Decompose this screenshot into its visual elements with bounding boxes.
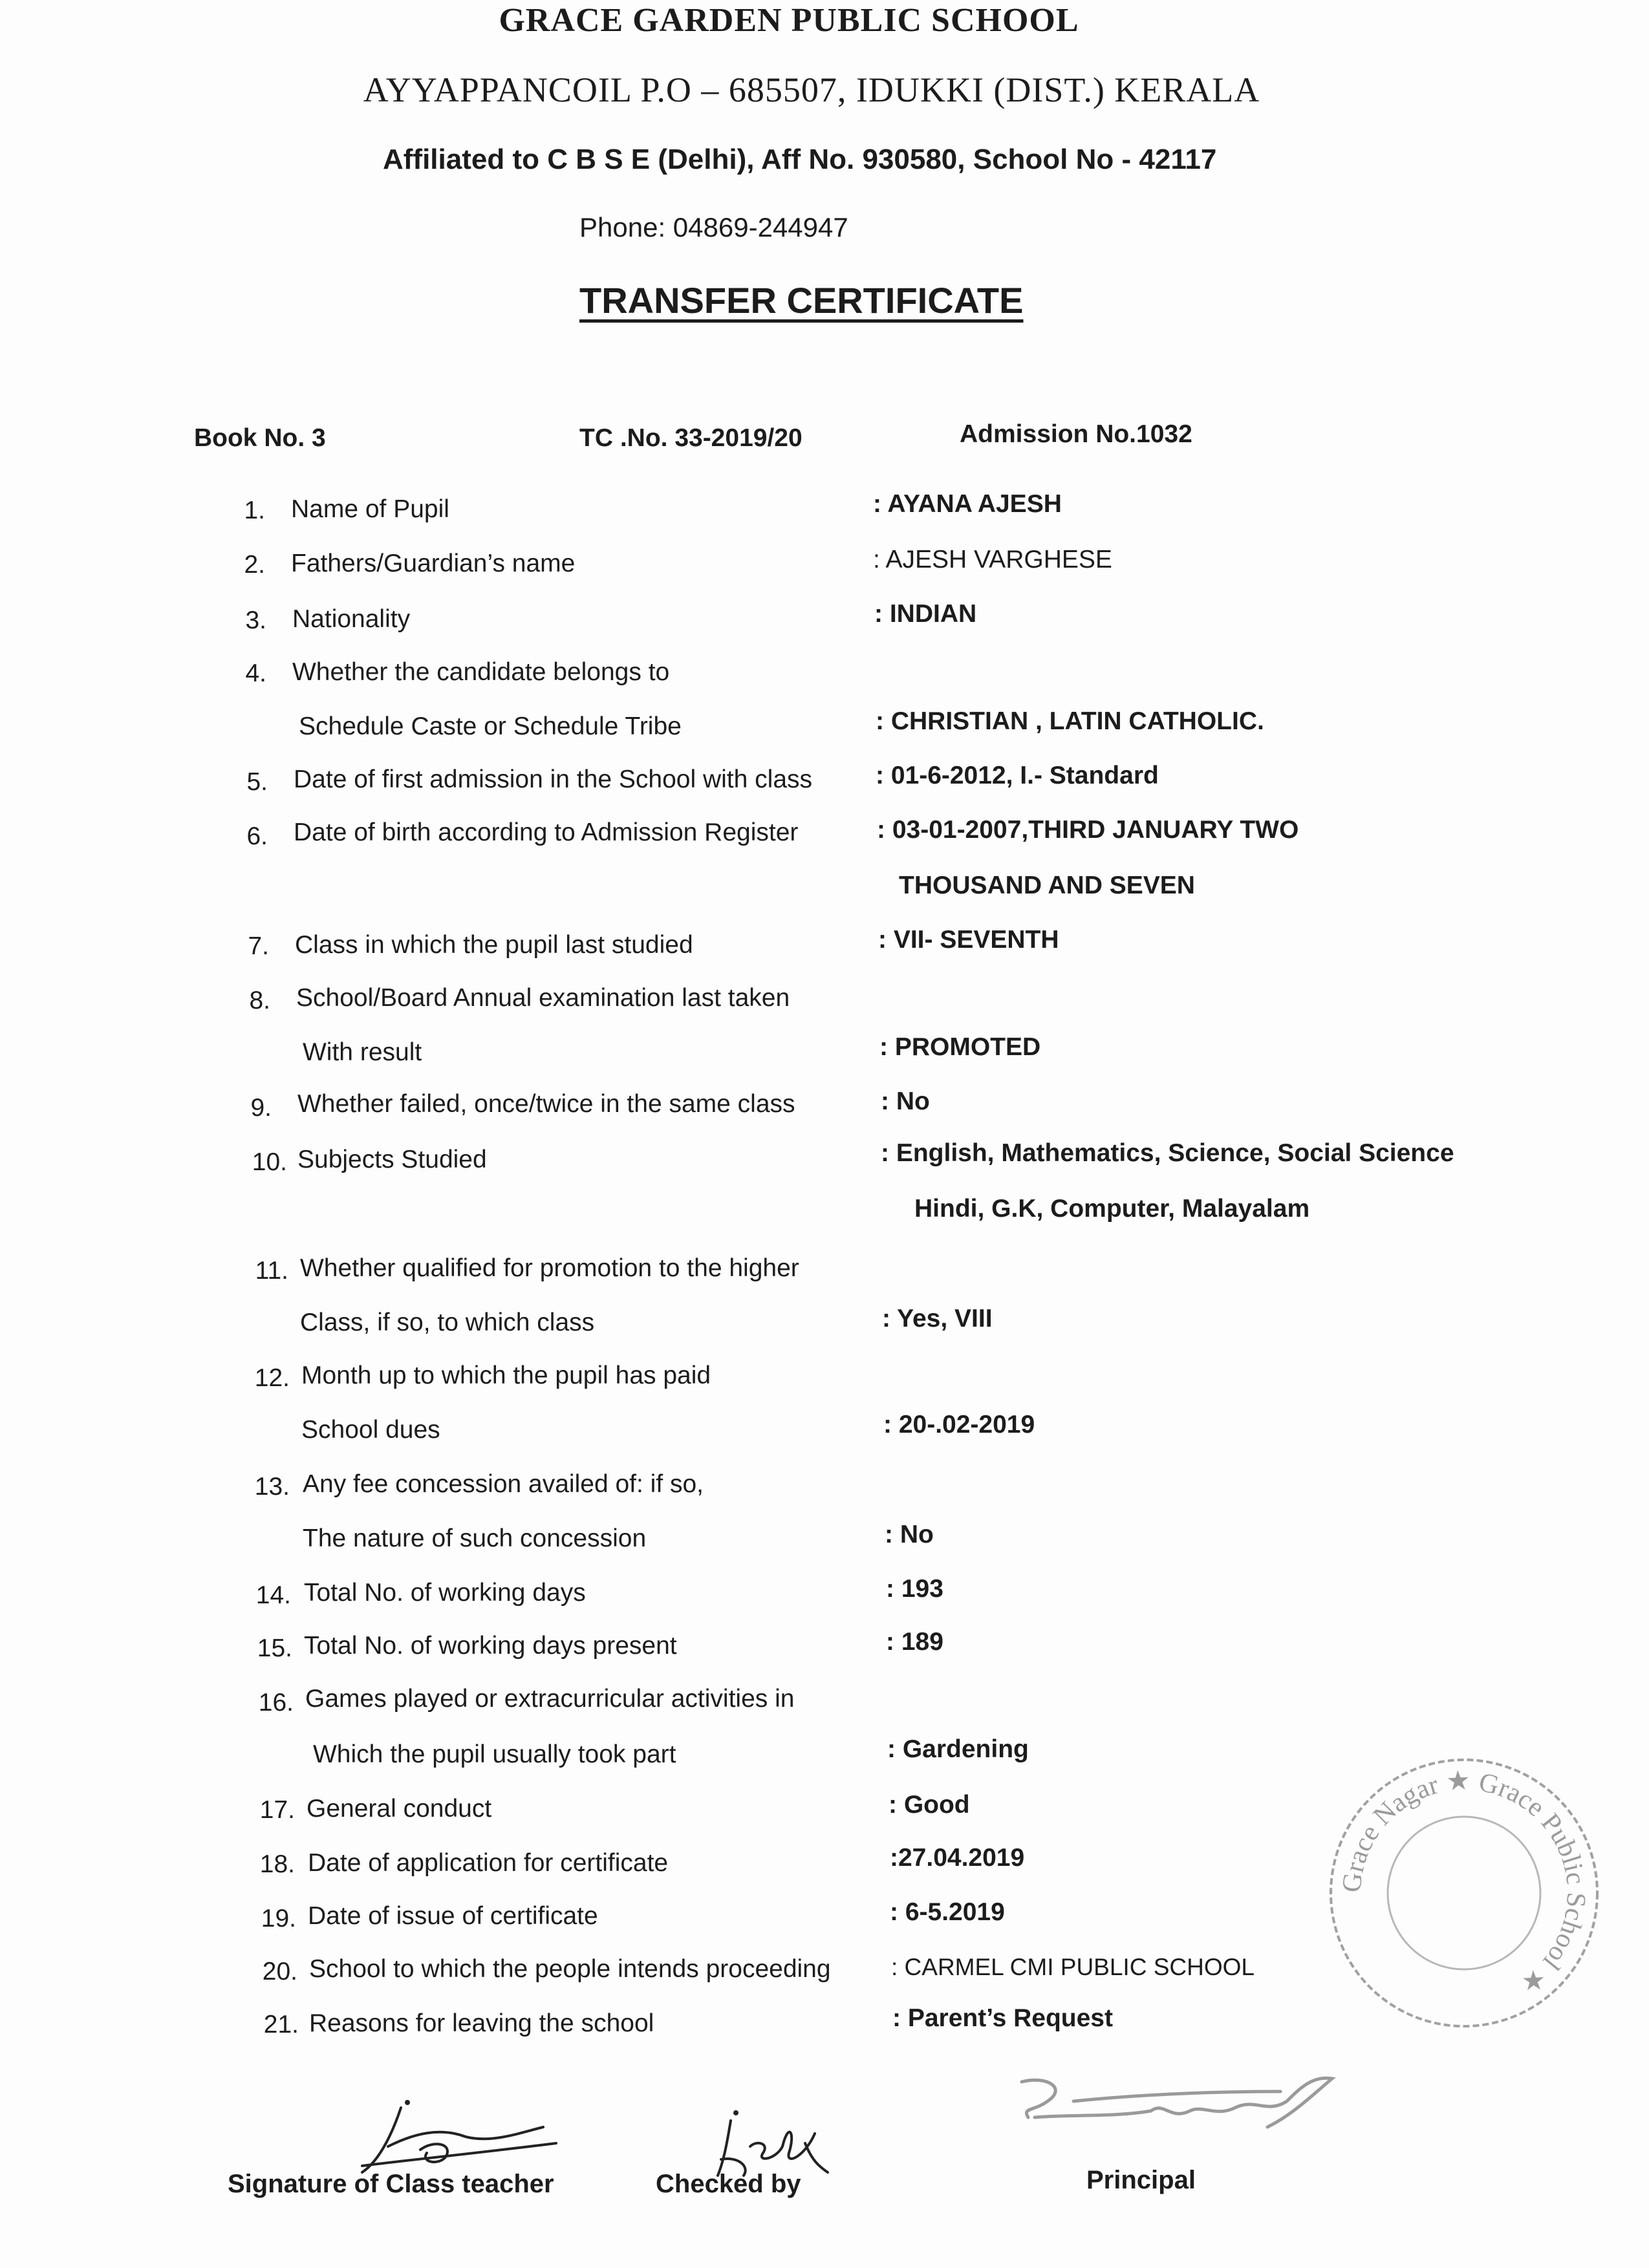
tc-number: TC .No. 33-2019/20 bbox=[579, 424, 803, 452]
item-16-label: Games played or extracurricular activities in bbox=[305, 1685, 795, 1713]
principal-signature bbox=[1009, 2056, 1345, 2153]
item-13-number: 13. bbox=[254, 1473, 290, 1501]
item-19-value: : 6-5.2019 bbox=[890, 1898, 1005, 1926]
item-4-label-continued: Schedule Caste or Schedule Tribe bbox=[299, 712, 682, 740]
item-17-value: : Good bbox=[889, 1791, 970, 1819]
item-13-value: : No bbox=[885, 1521, 934, 1548]
item-17-label: General conduct bbox=[307, 1795, 492, 1823]
item-10-value: : English, Mathematics, Science, Social Science bbox=[881, 1139, 1454, 1167]
item-2-label: Fathers/Guardian’s name bbox=[291, 550, 576, 577]
item-18-value: :27.04.2019 bbox=[890, 1844, 1025, 1872]
item-9-number: 9. bbox=[250, 1094, 272, 1122]
item-7-value: : VII- SEVENTH bbox=[878, 926, 1059, 954]
item-14-label: Total No. of working days bbox=[304, 1579, 586, 1607]
item-17-number: 17. bbox=[259, 1796, 295, 1824]
item-5-number: 5. bbox=[246, 768, 268, 796]
item-15-label: Total No. of working days present bbox=[304, 1632, 677, 1660]
school-seal-stamp bbox=[1322, 1751, 1606, 2035]
item-11-label: Whether qualified for promotion to the higher bbox=[300, 1254, 799, 1282]
item-12-label-continued: School dues bbox=[301, 1416, 440, 1444]
item-4-label: Whether the candidate belongs to bbox=[292, 658, 670, 686]
item-11-label-continued: Class, if so, to which class bbox=[300, 1309, 595, 1336]
item-10-label: Subjects Studied bbox=[297, 1146, 487, 1173]
item-16-label-continued: Which the pupil usually took part bbox=[313, 1740, 676, 1768]
principal-label: Principal bbox=[1086, 2166, 1196, 2194]
item-4-value: : CHRISTIAN , LATIN CATHOLIC. bbox=[876, 707, 1264, 735]
item-10-value-continued: Hindi, G.K, Computer, Malayalam bbox=[914, 1195, 1310, 1223]
item-21-number: 21. bbox=[263, 2011, 299, 2038]
item-7-label: Class in which the pupil last studied bbox=[295, 931, 693, 959]
item-5-value: : 01-6-2012, I.- Standard bbox=[876, 762, 1159, 789]
item-8-label: School/Board Annual examination last taken bbox=[296, 984, 790, 1012]
item-3-label: Nationality bbox=[292, 605, 411, 633]
item-2-value: : AJESH VARGHESE bbox=[873, 546, 1112, 573]
item-7-number: 7. bbox=[248, 932, 269, 960]
school-name: GRACE GARDEN PUBLIC SCHOOL bbox=[499, 2, 1079, 39]
item-20-value: : CARMEL CMI PUBLIC SCHOOL bbox=[891, 1954, 1255, 1980]
item-6-value-continued: THOUSAND AND SEVEN bbox=[899, 872, 1195, 899]
item-5-label: Date of first admission in the School with class bbox=[294, 765, 813, 793]
item-14-value: : 193 bbox=[886, 1575, 943, 1603]
item-3-value: : INDIAN bbox=[874, 600, 977, 628]
item-1-label: Name of Pupil bbox=[291, 495, 449, 523]
item-1-number: 1. bbox=[244, 497, 265, 524]
admission-number: Admission No.1032 bbox=[960, 420, 1192, 448]
item-4-number: 4. bbox=[245, 659, 266, 687]
item-3-number: 3. bbox=[245, 606, 266, 634]
item-10-number: 10. bbox=[252, 1148, 287, 1176]
affiliation-line: Affiliated to C B S E (Delhi), Aff No. 930580, School No - 42117 bbox=[383, 144, 1217, 175]
item-21-label: Reasons for leaving the school bbox=[309, 2009, 654, 2037]
school-address: AYYAPPANCOIL P.O – 685507, IDUKKI (DIST.) KERALA bbox=[363, 70, 1260, 109]
phone-number: Phone: 04869-244947 bbox=[579, 212, 848, 242]
item-12-value: : 20-.02-2019 bbox=[883, 1411, 1035, 1439]
item-6-label: Date of birth according to Admission Register bbox=[294, 818, 799, 846]
item-13-label: Any fee concession availed of: if so, bbox=[303, 1470, 704, 1498]
item-8-number: 8. bbox=[249, 987, 270, 1014]
item-6-number: 6. bbox=[246, 822, 268, 850]
item-12-label: Month up to which the pupil has paid bbox=[301, 1362, 711, 1389]
certificate-title: TRANSFER CERTIFICATE bbox=[579, 280, 1024, 321]
item-21-value: : Parent’s Request bbox=[892, 2004, 1113, 2032]
item-8-label-continued: With result bbox=[303, 1038, 422, 1066]
item-20-label: School to which the people intends proceeding bbox=[309, 1955, 831, 1983]
item-11-value: : Yes, VIII bbox=[882, 1305, 993, 1332]
item-15-value: : 189 bbox=[886, 1628, 943, 1656]
item-6-value: : 03-01-2007,THIRD JANUARY TWO bbox=[877, 816, 1299, 844]
book-number: Book No. 3 bbox=[194, 424, 326, 452]
item-13-label-continued: The nature of such concession bbox=[303, 1524, 647, 1552]
item-19-label: Date of issue of certificate bbox=[308, 1902, 598, 1930]
item-15-number: 15. bbox=[257, 1634, 292, 1662]
item-12-number: 12. bbox=[254, 1364, 290, 1392]
item-16-number: 16. bbox=[258, 1689, 294, 1717]
item-14-number: 14. bbox=[255, 1581, 291, 1609]
item-11-number: 11. bbox=[255, 1257, 288, 1285]
item-9-label: Whether failed, once/twice in the same class bbox=[297, 1090, 795, 1118]
checked-by-label: Checked by bbox=[656, 2170, 801, 2198]
item-2-number: 2. bbox=[244, 551, 265, 579]
item-19-number: 19. bbox=[261, 1905, 296, 1932]
class-teacher-signature-label: Signature of Class teacher bbox=[228, 2170, 554, 2198]
item-9-value: : No bbox=[881, 1087, 930, 1115]
item-18-label: Date of application for certificate bbox=[308, 1849, 669, 1877]
item-16-value: : Gardening bbox=[887, 1735, 1029, 1763]
item-1-value: : AYANA AJESH bbox=[873, 490, 1062, 518]
item-18-number: 18. bbox=[259, 1850, 295, 1878]
svg-text:Grace Nagar ★ Grace Public Sch: Grace Nagar ★ Grace Public School ★ bbox=[1337, 1766, 1591, 2000]
item-8-value: : PROMOTED bbox=[879, 1033, 1041, 1061]
item-20-number: 20. bbox=[262, 1958, 297, 1985]
